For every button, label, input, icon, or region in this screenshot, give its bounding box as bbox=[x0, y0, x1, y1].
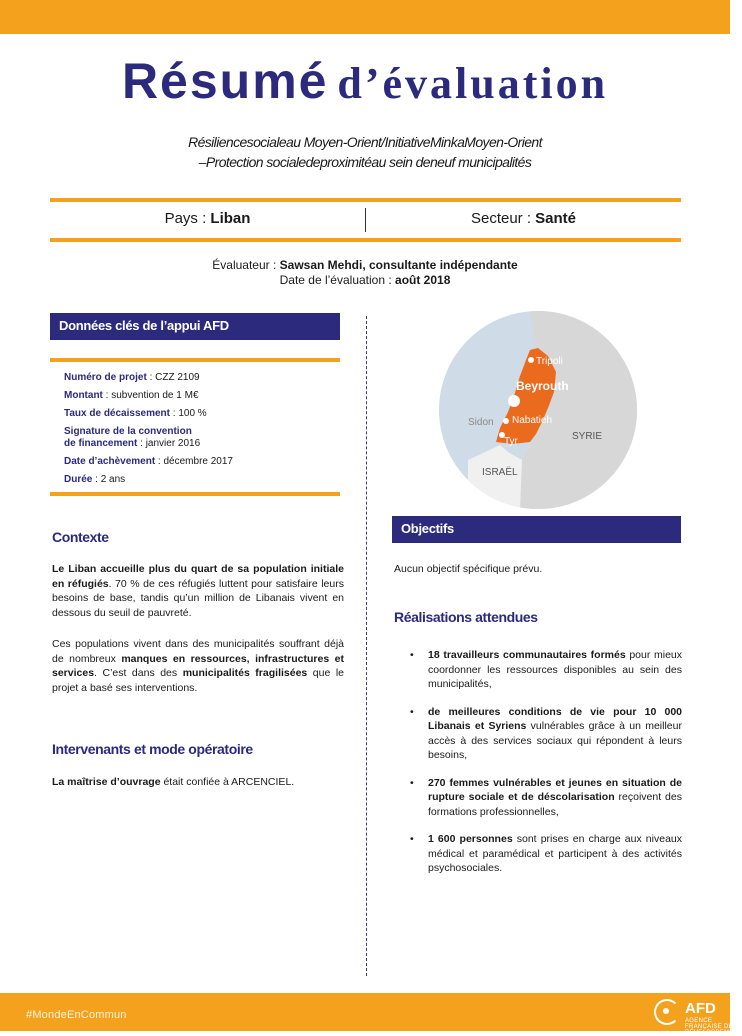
key-data-key: Durée bbox=[64, 474, 93, 485]
afd-logo-dot-icon bbox=[663, 1008, 669, 1014]
key-data-row bbox=[64, 474, 334, 486]
info-rule-top bbox=[50, 198, 681, 202]
result-text: reçoivent des formations professionnelles, bbox=[428, 791, 682, 818]
map-label-sidon: Sidon bbox=[468, 417, 494, 428]
country-label: Pays : bbox=[164, 210, 211, 227]
evaluator-label: Évaluateur : bbox=[212, 258, 280, 272]
key-data-row bbox=[64, 372, 334, 384]
result-emphasis: 270 femmes vulnérables et jeunes en situation de rupture sociale et de déscolarisation bbox=[428, 776, 682, 803]
country-sector-row bbox=[50, 204, 681, 238]
context-emphasis: Le Liban accueille plus du quart de sa population initiale en réfugiés bbox=[52, 563, 344, 590]
subtitle-line-1: Résiliencesocialeau Moyen-Orient/InitiativeMinkaMoyen-Orient bbox=[188, 134, 542, 150]
context-text: Ces populations vivent dans des municipalités souffrant déjà de nombreux bbox=[52, 638, 344, 665]
afd-logo-text: AFD bbox=[685, 1000, 716, 1017]
evaluation-date-line bbox=[0, 273, 730, 288]
evaluation-date-label: Date de l’évaluation : bbox=[279, 273, 396, 287]
context-emphasis: municipalités fragilisées bbox=[182, 667, 308, 679]
sector-field bbox=[366, 210, 681, 227]
sector-value: Santé bbox=[535, 210, 577, 227]
key-data-value: : décembre 2017 bbox=[155, 456, 233, 467]
lebanon-map bbox=[438, 310, 638, 510]
top-banner bbox=[0, 0, 730, 34]
objectives-header: Objectifs bbox=[392, 516, 681, 543]
result-text: pour mieux coordonner les ressources disponibles au sein des municipalités, bbox=[428, 649, 682, 690]
result-emphasis: 18 travailleurs communautaires formés bbox=[428, 649, 626, 661]
result-emphasis: 1 600 personnes bbox=[428, 833, 513, 845]
key-data-value: : 100 % bbox=[169, 408, 207, 419]
expected-results-heading: Réalisations attendues bbox=[394, 609, 538, 625]
list-item bbox=[410, 832, 682, 876]
map-label-beyrouth: Beyrouth bbox=[516, 379, 569, 393]
evaluator-value: Sawsan Mehdi, consultante indépendante bbox=[279, 258, 518, 272]
key-data-list bbox=[64, 372, 334, 492]
country-field bbox=[50, 210, 365, 227]
result-emphasis: de meilleures conditions de vie pour 10 000 Libanais et Syriens bbox=[428, 705, 682, 732]
stakeholders-paragraph bbox=[52, 775, 344, 790]
key-data-rule-bottom bbox=[50, 492, 340, 496]
key-data-value: : subvention de 1 M€ bbox=[102, 390, 199, 401]
evaluator-line bbox=[0, 258, 730, 273]
title-part-1: Résumé bbox=[121, 53, 329, 109]
list-item bbox=[410, 776, 682, 820]
stakeholders-emphasis: La maîtrise d’ouvrage bbox=[52, 776, 161, 788]
key-data-key: Date d’achèvement bbox=[64, 456, 156, 467]
project-subtitle bbox=[90, 132, 640, 172]
subtitle-line-2: –Protection socialedeproximitéau sein deneuf municipalités bbox=[198, 154, 532, 170]
column-divider bbox=[366, 316, 367, 976]
result-text: sont prises en charge aux niveaux médical et paramédical et participent à des activités psychosociales. bbox=[428, 833, 682, 874]
hashtag: #MondeEnCommun bbox=[26, 1009, 127, 1021]
map-marker-tripoli bbox=[528, 357, 534, 363]
sector-label: Secteur : bbox=[470, 210, 536, 227]
map-label-syrie: SYRIE bbox=[572, 431, 603, 442]
map-label-nabatieh: Nabatieh bbox=[512, 415, 553, 426]
evaluator-info bbox=[0, 258, 730, 288]
country-value: Liban bbox=[210, 210, 251, 227]
key-data-value: : CZZ 2109 bbox=[146, 372, 200, 383]
page-title bbox=[0, 52, 730, 110]
stakeholders-heading: Intervenants et mode opératoire bbox=[52, 741, 253, 757]
context-paragraph-2 bbox=[52, 637, 344, 695]
key-data-row bbox=[64, 426, 334, 450]
key-data-row bbox=[64, 390, 334, 402]
list-item bbox=[410, 705, 682, 763]
context-text: . 70 % de ces réfugiés luttent pour satisfaire leurs besoins de base, tandis qu’un million de Libanais vivent en dessous du seuil de pauvreté. bbox=[52, 577, 344, 619]
key-data-value: : janvier 2016 bbox=[137, 438, 201, 449]
map-label-tripoli: Tripoli bbox=[536, 356, 563, 367]
map-label-israel: ISRAËL bbox=[482, 467, 518, 478]
key-data-row bbox=[64, 456, 334, 468]
key-data-key: Taux de décaissement bbox=[64, 408, 170, 419]
key-data-key-continued: de financement bbox=[64, 438, 138, 449]
context-text: que le projet a basé ses interventions. bbox=[52, 667, 345, 694]
context-text: . C’est dans des bbox=[94, 667, 183, 679]
map-marker-nabatieh bbox=[503, 418, 509, 424]
afd-logo bbox=[654, 998, 742, 1036]
stakeholders-text: était confiée à ARCENCIEL. bbox=[160, 776, 295, 788]
title-part-2: d’évaluation bbox=[337, 59, 609, 108]
key-data-header: Données clés de l’appui AFD bbox=[50, 313, 340, 340]
info-rule-bottom bbox=[50, 238, 681, 242]
key-data-key: Signature de la convention bbox=[64, 426, 192, 437]
context-emphasis: manques en ressources, infrastructures et services bbox=[52, 652, 344, 679]
evaluation-date-value: août 2018 bbox=[395, 273, 451, 287]
context-paragraph-1 bbox=[52, 562, 344, 620]
objectives-text: Aucun objectif spécifique prévu. bbox=[394, 563, 543, 575]
expected-results-list bbox=[410, 648, 682, 889]
map-marker-beyrouth bbox=[508, 395, 520, 407]
key-data-value: : 2 ans bbox=[92, 474, 126, 485]
context-heading: Contexte bbox=[52, 529, 109, 545]
key-data-row bbox=[64, 408, 334, 420]
key-data-rule-top bbox=[50, 358, 340, 362]
list-item bbox=[410, 648, 682, 692]
map-label-tyr: Tyr bbox=[504, 436, 518, 447]
key-data-key: Montant bbox=[64, 390, 103, 401]
afd-logo-subtext: AGENCE FRANÇAISE DE DÉVELOPPEMENT bbox=[685, 1018, 742, 1036]
key-data-key: Numéro de projet bbox=[64, 372, 147, 383]
result-text: vulnérables grâce à un meilleur accès à des services sociaux qui répondent à leurs besoins, bbox=[428, 720, 682, 761]
